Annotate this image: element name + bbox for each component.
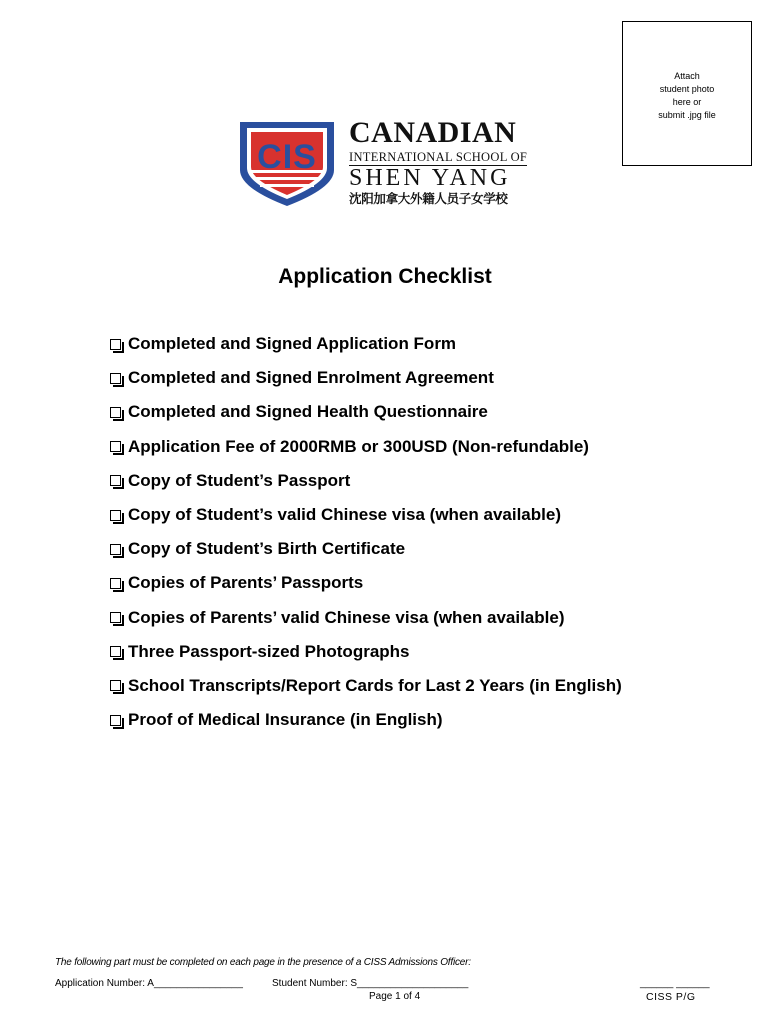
photo-instructions: [632, 70, 742, 122]
checklist-item-label: Copy of Student’s Passport: [128, 470, 351, 490]
checklist-item-label: School Transcripts/Report Cards for Last 2 Years (in English): [128, 675, 622, 695]
shield-emblem-icon: [238, 118, 336, 208]
photo-line-2: student photo: [659, 84, 715, 94]
photo-attach-box: [622, 21, 752, 166]
photo-line-1: Attach: [674, 71, 700, 81]
checklist-item-label: Application Fee of 2000RMB or 300USD (Non-refundable): [128, 436, 589, 456]
checkbox-icon[interactable]: [110, 475, 121, 486]
checklist-item-label: Copy of Student’s valid Chinese visa (when available): [128, 505, 561, 525]
logo-line-shenyang: SHEN YANG: [349, 165, 511, 191]
checkbox-icon[interactable]: [110, 510, 121, 521]
logo-line-international: INTERNATIONAL SCHOOL OF: [349, 150, 528, 164]
emblem-text: CIS: [257, 138, 317, 176]
checkbox-icon[interactable]: [110, 339, 121, 350]
checklist-item: [110, 361, 622, 395]
checklist-item-label: Completed and Signed Enrolment Agreement: [128, 368, 494, 388]
page-number: Page 1 of 4: [369, 991, 421, 1002]
checklist-item: [110, 669, 622, 703]
checklist-item: [110, 464, 622, 498]
checklist-item: [110, 635, 622, 669]
checklist-item: [110, 532, 622, 566]
application-checklist: [110, 327, 622, 737]
student-number-field[interactable]: Student Number: S____________________: [272, 978, 469, 989]
checkbox-icon[interactable]: [110, 578, 121, 589]
logo-line-canadian: CANADIAN: [349, 116, 517, 149]
page-title: Application Checklist: [278, 265, 492, 288]
application-number-field[interactable]: Application Number: A________________: [55, 978, 243, 989]
checkbox-icon[interactable]: [110, 715, 121, 726]
checkbox-icon[interactable]: [110, 407, 121, 418]
checklist-item-label: Three Passport-sized Photographs: [128, 641, 410, 661]
checklist-item-label: Proof of Medical Insurance (in English): [128, 710, 443, 730]
logo-wordmark: [349, 118, 527, 207]
checkbox-icon[interactable]: [110, 612, 121, 623]
checkbox-icon[interactable]: [110, 680, 121, 691]
photo-line-3: here or: [672, 97, 702, 107]
footer-note: The following part must be completed on each page in the presence of a CISS Admissions Officer:: [55, 957, 471, 968]
checkbox-icon[interactable]: [110, 646, 121, 657]
checklist-item: [110, 327, 622, 361]
checklist-item: [110, 430, 622, 464]
checkbox-icon[interactable]: [110, 544, 121, 555]
checklist-item-label: Copies of Parents’ valid Chinese visa (when available): [128, 607, 565, 627]
checklist-item: [110, 601, 622, 635]
logo-line-chinese: 沈阳加拿大外籍人员子女学校: [349, 191, 508, 206]
checklist-item-label: Copies of Parents’ Passports: [128, 573, 364, 593]
school-logo: [238, 118, 548, 208]
checklist-item-label: Completed and Signed Health Questionnaire: [128, 402, 488, 422]
checklist-item: [110, 566, 622, 600]
checklist-item-label: Copy of Student’s Birth Certificate: [128, 539, 406, 559]
checklist-item-label: Completed and Signed Application Form: [128, 334, 457, 354]
checklist-item: [110, 395, 622, 429]
initials-labels: CISS P/G: [646, 991, 696, 1003]
checklist-item: [110, 498, 622, 532]
photo-line-4: submit .jpg file: [658, 110, 716, 120]
initials-signature-lines[interactable]: ______ ______: [640, 978, 710, 989]
checkbox-icon[interactable]: [110, 441, 121, 452]
checklist-item: [110, 703, 622, 737]
checkbox-icon[interactable]: [110, 373, 121, 384]
